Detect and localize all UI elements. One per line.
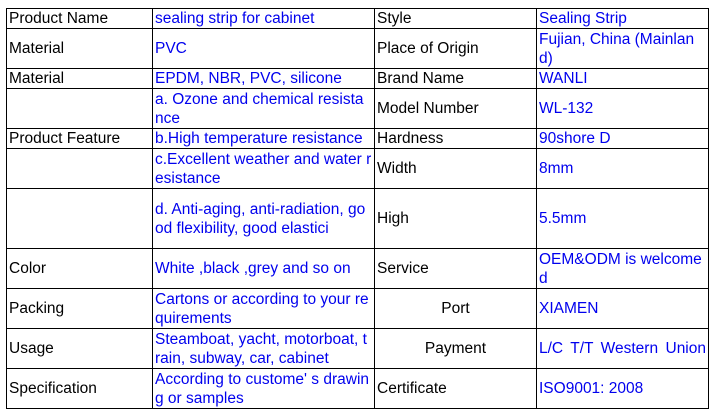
product-spec-table [6, 8, 709, 409]
row-label: Material [7, 69, 153, 89]
row-value: WANLI [537, 69, 709, 89]
row-value: XIAMEN [537, 289, 709, 329]
table-row [7, 289, 709, 329]
row-label [7, 149, 153, 189]
table-row [7, 89, 709, 129]
row-label: Brand Name [375, 69, 537, 89]
row-label: Packing [7, 289, 153, 329]
row-label: Style [375, 9, 537, 29]
row-value: Cartons or according to your requirements [153, 289, 375, 329]
row-value: According to custome' s drawing or samples [153, 369, 375, 409]
row-value: Fujian, China (Mainland) [537, 29, 709, 69]
row-value: sealing strip for cabinet [153, 9, 375, 29]
row-label: Material [7, 29, 153, 69]
row-label: High [375, 189, 537, 249]
row-value: OEM&ODM is welcomed [537, 249, 709, 289]
table-row [7, 329, 709, 369]
row-label: Service [375, 249, 537, 289]
table-row [7, 29, 709, 69]
row-value: 90shore D [537, 129, 709, 149]
row-value: White ,black ,grey and so on [153, 249, 375, 289]
row-value: 5.5mm [537, 189, 709, 249]
row-label: Width [375, 149, 537, 189]
table-row [7, 369, 709, 409]
table-row [7, 129, 709, 149]
row-value: 8mm [537, 149, 709, 189]
row-label [7, 89, 153, 129]
row-label: Product Name [7, 9, 153, 29]
row-label: Place of Origin [375, 29, 537, 69]
table-row [7, 249, 709, 289]
row-value: a. Ozone and chemical resistance [153, 89, 375, 129]
row-label: Product Feature [7, 129, 153, 149]
row-label [7, 189, 153, 249]
table-row [7, 9, 709, 29]
table-row [7, 189, 709, 249]
row-value: c.Excellent weather and water resistance [153, 149, 375, 189]
row-value: L/C T/T Western Union [537, 329, 709, 369]
table-row [7, 69, 709, 89]
row-label: Color [7, 249, 153, 289]
row-label: Certificate [375, 369, 537, 409]
row-value: d. Anti-aging, anti-radiation, good flexibility, good elastici [153, 189, 375, 249]
row-label: Payment [375, 329, 537, 369]
row-label: Port [375, 289, 537, 329]
row-value: ISO9001: 2008 [537, 369, 709, 409]
row-value: Sealing Strip [537, 9, 709, 29]
row-value: EPDM, NBR, PVC, silicone [153, 69, 375, 89]
row-value: PVC [153, 29, 375, 69]
row-label: Usage [7, 329, 153, 369]
row-label: Hardness [375, 129, 537, 149]
row-value: WL-132 [537, 89, 709, 129]
row-label: Specification [7, 369, 153, 409]
table-row [7, 149, 709, 189]
row-value: Steamboat, yacht, motorboat, train, subway, car, cabinet [153, 329, 375, 369]
row-value: b.High temperature resistance [153, 129, 375, 149]
row-label: Model Number [375, 89, 537, 129]
